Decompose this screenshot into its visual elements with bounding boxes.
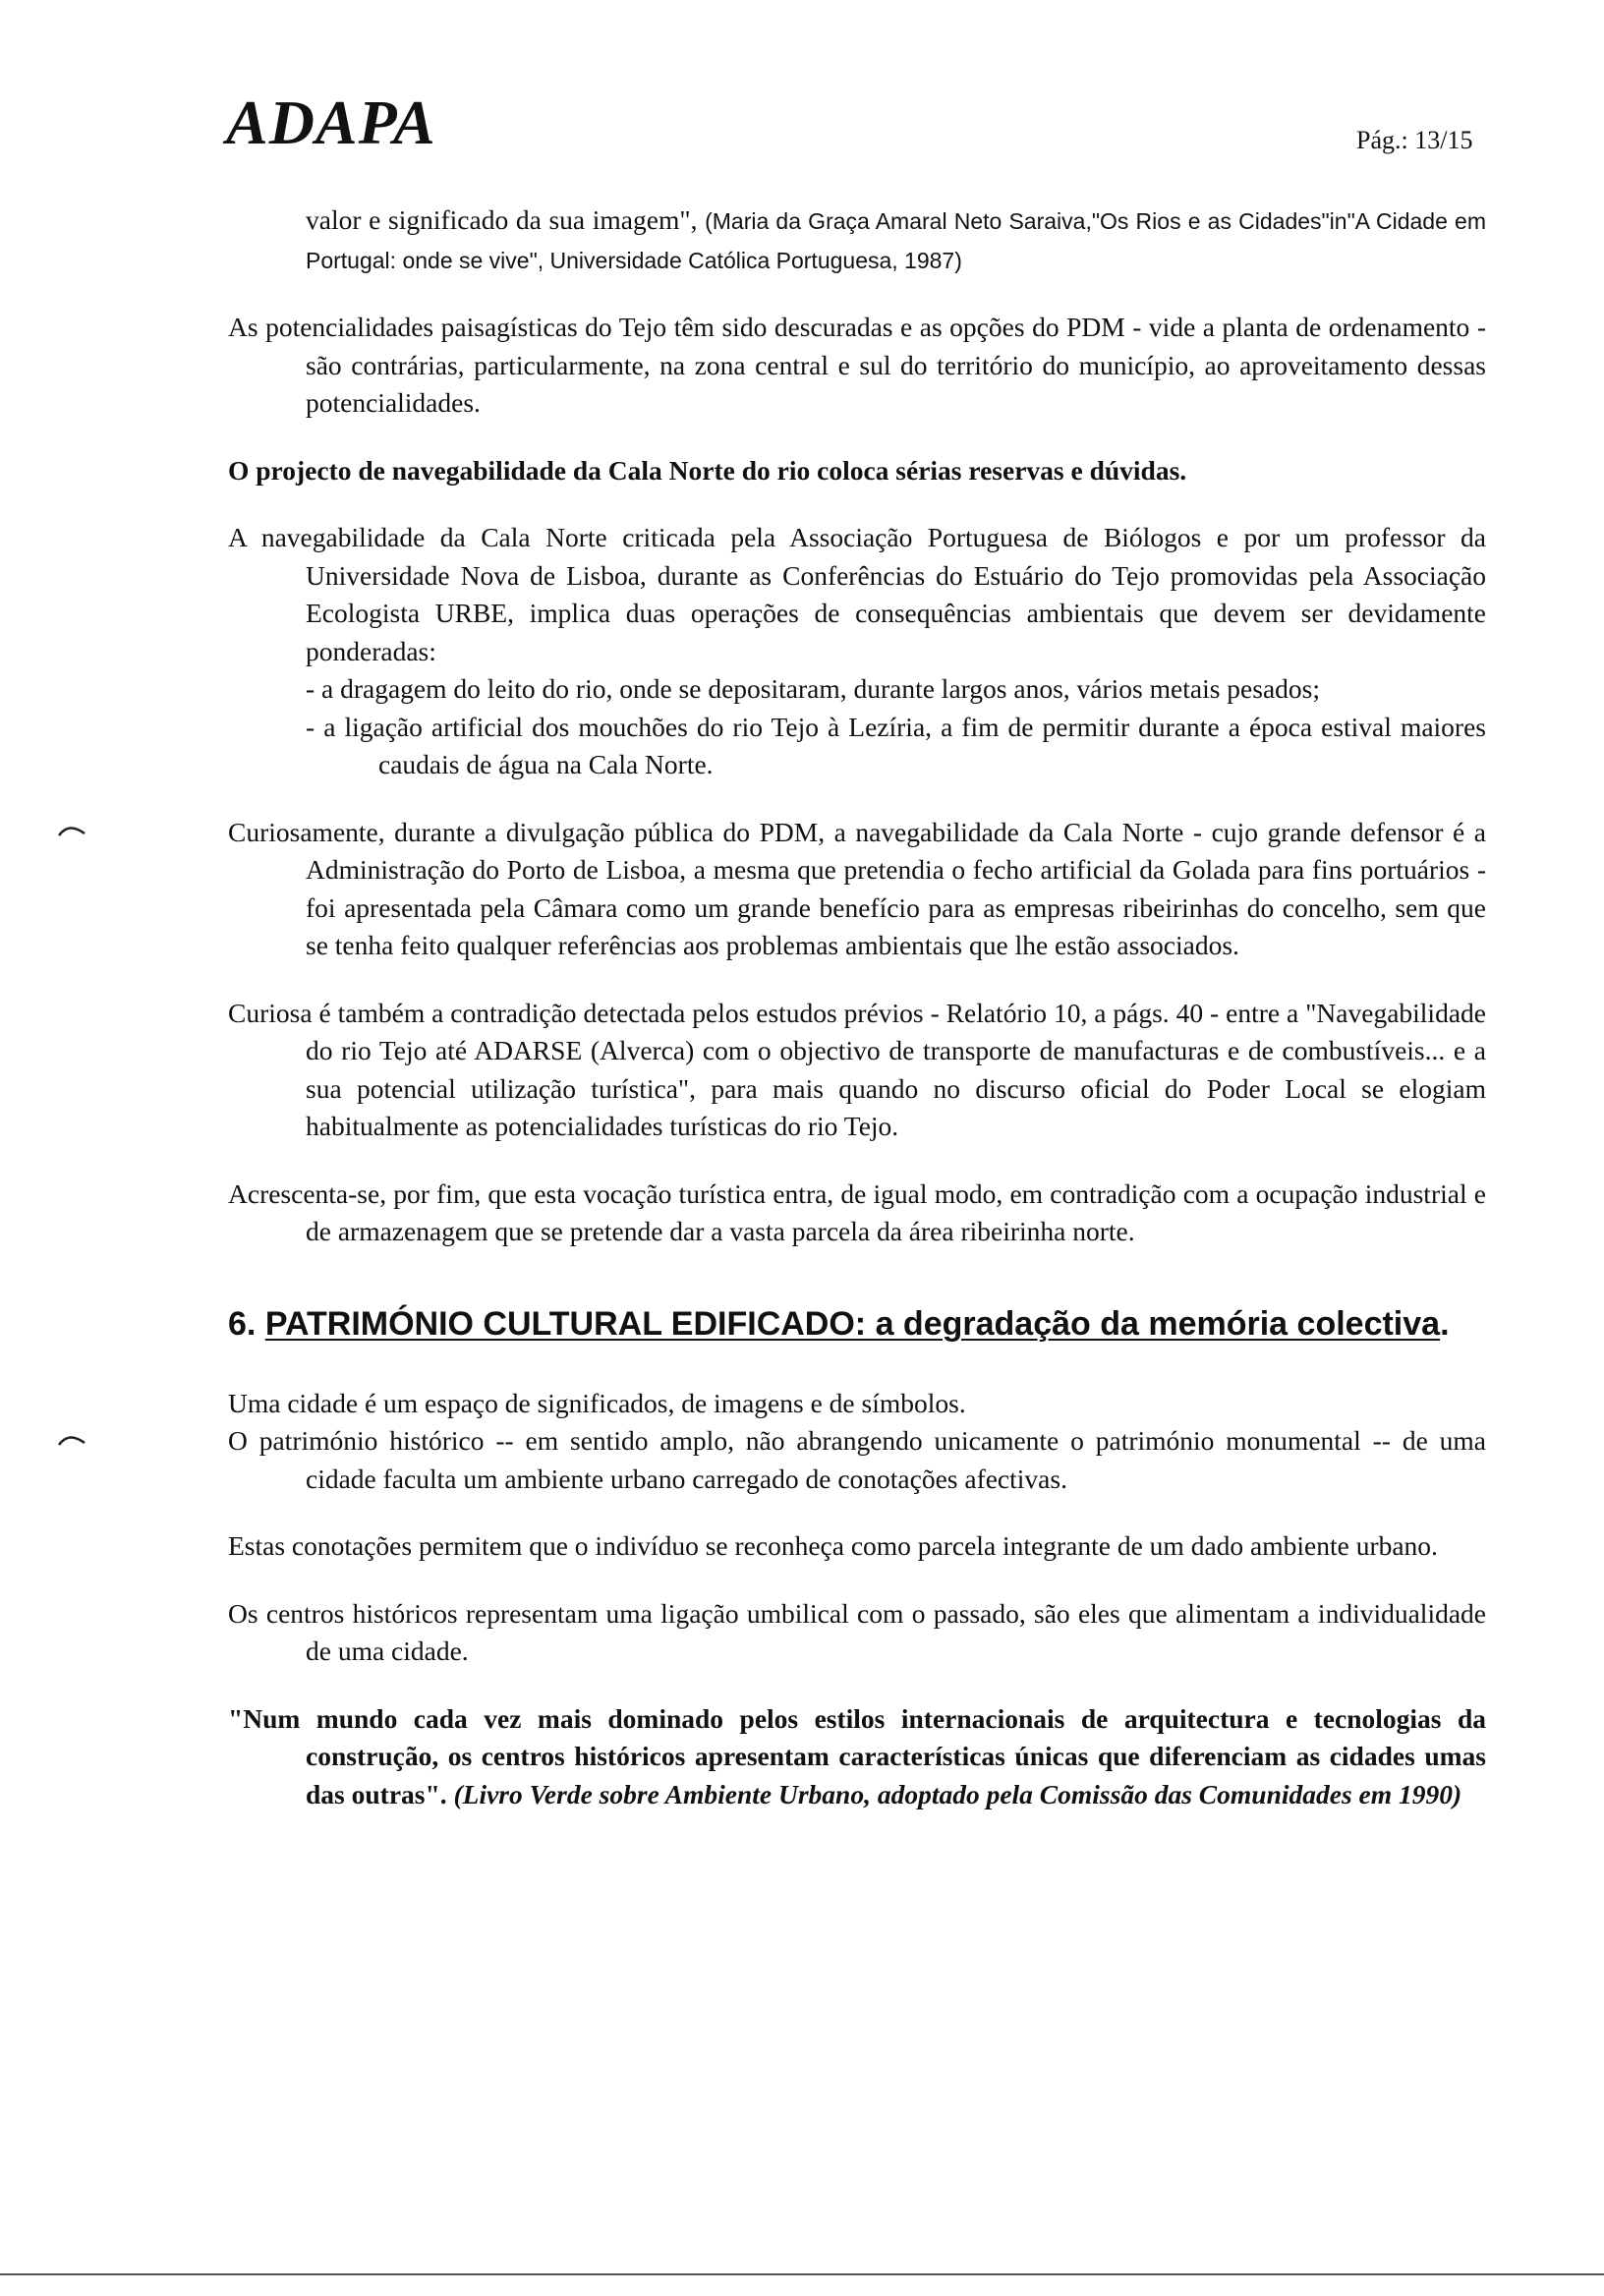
- quote-source: (Livro Verde sobre Ambiente Urbano, adoptado pela Comissão das Comunidades em 1990): [453, 1778, 1462, 1809]
- page-number: Pág.: 13/15: [1356, 126, 1473, 154]
- paragraph: O património histórico -- em sentido amplo, não abrangendo unicamente o património monumental -- de uma cidade faculta um ambiente urbano carregado de conotações afectivas.: [228, 1425, 1486, 1494]
- paragraph: Acrescenta-se, por fim, que esta vocação turística entra, de igual modo, em contradição com a ocupação industrial e de armazenagem que se pretende dar a vasta parcela da área ribeirinha norte.: [228, 1177, 1486, 1246]
- list-item: - a dragagem do leito do rio, onde se depositaram, durante largos anos, vários metais pesados;: [306, 673, 1320, 704]
- list-item: - a ligação artificial dos mouchões do rio Tejo à Lezíria, a fim de permitir durante a época estival maiores caudais de água na Cala Norte.: [306, 711, 1486, 779]
- section-title: PATRIMÓNIO CULTURAL EDIFICADO: a degradação da memória colectiva: [264, 1304, 1441, 1343]
- paragraph: As potencialidades paisagísticas do Tejo têm sido descuradas e as opções do PDM - vide a planta de ordenamento - são contrárias, particularmente, na zona central e sul do território do município, ao aproveitamento dessas potencialidades.: [228, 312, 1486, 418]
- bold-statement: O projecto de navegabilidade da Cala Norte do rio coloca sérias reservas e dúvidas.: [228, 454, 1187, 486]
- paragraph: Curiosa é também a contradição detectada pelos estudos prévios - Relatório 10, a págs. 40 - entre a "Navegabilidade do rio Tejo até ADARSE (Alverca) com o objectivo de transporte de manufacturas e de combustíveis... e a sua potencial utilização turística", para mais quando no discurso oficial do Poder Local se elogiam habitualmente as potencialidades turísticas do rio Tejo.: [228, 997, 1486, 1141]
- paragraph: A navegabilidade da Cala Norte criticada pela Associação Portuguesa de Biólogos e por um professor da Universidade Nova de Lisboa, durante as Conferências do Estuário do Tejo promovidas pela Associação Ecologista URBE, implica duas operações de consequências ambientais que devem ser devidamente ponderadas:: [228, 522, 1486, 666]
- header-brand: ADAPA: [226, 87, 436, 157]
- section-heading: [228, 1298, 1486, 1349]
- section-number: 6.: [228, 1304, 265, 1343]
- hole-punch-mark: [57, 822, 86, 837]
- bottom-rule: [0, 2273, 1604, 2275]
- section-end: .: [1440, 1304, 1450, 1343]
- paragraph-text: valor e significado da sua imagem",: [306, 204, 706, 235]
- bullet-list: [306, 670, 1486, 784]
- paragraph: Curiosamente, durante a divulgação pública do PDM, a navegabilidade da Cala Norte - cujo grande defensor é a Administração do Porto de Lisboa, a mesma que pretendia o fecho artificial da Golada para fins portuários - foi apresentada pela Câmara como um grande benefício para as empresas ribeirinhas do concelho, sem que se tenha feito qualquer referências aos problemas ambientais que lhe estão associados.: [228, 816, 1486, 960]
- document-body: [228, 201, 1486, 1813]
- paragraph: Os centros históricos representam uma ligação umbilical com o passado, são eles que alimentam a individualidade de uma cidade.: [228, 1597, 1486, 1666]
- paragraph: Uma cidade é um espaço de significados, de imagens e de símbolos.: [228, 1387, 966, 1418]
- quotation: [228, 1700, 1486, 1814]
- paragraph: Estas conotações permitem que o indivíduo se reconheça como parcela integrante de um dado ambiente urbano.: [228, 1530, 1438, 1561]
- quote-text: "Num mundo cada vez mais dominado pelos estilos internacionais de arquitectura e tecnologias da construção, os centros históricos apresentam características únicas que diferenciam as cidades umas das outras".: [228, 1702, 1486, 1809]
- citation: (Maria da Graça Amaral Neto Saraiva,"Os Rios e as Cidades"in"A Cidade em Portugal: onde se vive", Universidade Católica Portuguesa, 1987): [306, 208, 1486, 273]
- paragraph-continuation: [228, 201, 1486, 279]
- hole-punch-mark: [57, 1431, 86, 1447]
